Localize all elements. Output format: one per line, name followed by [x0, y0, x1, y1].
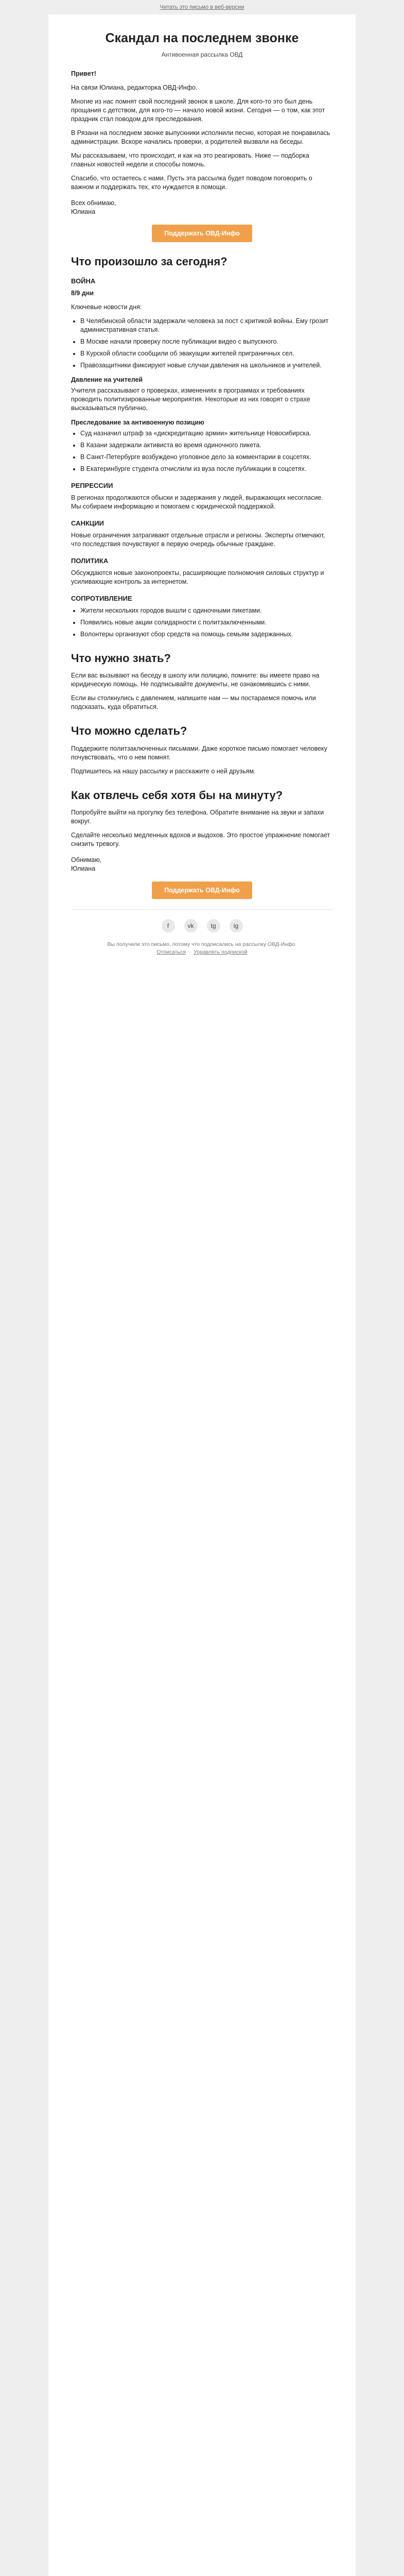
sanctions-heading: САНКЦИИ	[71, 519, 104, 527]
email-subtitle: Антивоенная рассылка ОВД	[161, 51, 243, 58]
list-item: • В Челябинской области задержали человека за пост с критикой войны. Ему грозит административная статья.	[80, 317, 333, 334]
donate-button[interactable]: Поддержать ОВД-Инфо	[152, 225, 252, 242]
subheading: Преследование за антивоенную позицию	[71, 418, 204, 426]
social-links	[71, 919, 333, 933]
list-item: • Суд назначил штраф за «дискредитацию армии» жительнице Новосибирска.	[80, 429, 333, 438]
signature: Всех обнимаю, Юлиана	[71, 199, 116, 215]
subheading: Давление на учителей	[71, 376, 143, 383]
paragraph: Новые ограничения затрагивают отдельные отрасли и регионы. Эксперты отмечают, что последствия почувствуют в первую очередь обычные граждане.	[71, 531, 325, 548]
paragraph: Сделайте несколько медленных вдохов и выдохов. Это простое упражнение помогает снизить тревогу.	[71, 832, 330, 848]
paragraph: Если вы столкнулись с давлением, напишите нам — мы постараемся помочь или подсказать, куда обратиться.	[71, 694, 316, 710]
closing-signature: Обнимаю, Юлиана	[71, 856, 102, 872]
section-heading: Что нужно знать?	[71, 651, 171, 665]
paragraph: Спасибо, что остаетесь с нами. Пусть эта рассылка будет поводом поговорить о важном и поддержать тех, кто нуждается в помощи.	[71, 175, 312, 191]
repressions-heading: РЕПРЕССИИ	[71, 481, 113, 489]
section-heading: Что можно сделать?	[71, 724, 187, 737]
list-item: • В Курской области сообщили об эвакуации жителей приграничных сел.	[80, 349, 333, 358]
cta-wrap	[71, 225, 333, 242]
paragraph: В регионах продолжаются обыски и задержания у людей, выражающих несогласие. Мы собираем информацию и помогаем с юридической поддержкой.	[71, 494, 323, 510]
list-item: • В Екатеринбурге студента отчислили из вуза после публикации в соцсетях.	[80, 465, 333, 473]
paragraph: Обсуждаются новые законопроекты, расширяющие полномочия силовых структур и усиливающие контроль за интернетом.	[71, 569, 324, 585]
vk-icon[interactable]: vk	[184, 919, 198, 933]
divider	[71, 909, 333, 910]
list-item: • Правозащитники фиксируют новые случаи давления на школьников и учителей.	[80, 361, 333, 370]
paragraph: Если вас вызывают на беседу в школу или полицию, помните: вы имеете право на юридическую помощь. Не подписывайте документы, не ознакомившись с ними.	[71, 672, 320, 688]
section-heading: Что произошло за сегодня?	[71, 255, 227, 268]
web-version-link[interactable]: Читать это письмо в веб-версии	[160, 4, 244, 10]
politics-heading: ПОЛИТИКА	[71, 556, 109, 565]
email-title: Скандал на последнем звонке	[105, 31, 299, 45]
paragraph: Мы рассказываем, что происходит, и как на это реагировать. Ниже — подборка главных новостей недели и способы помочь.	[71, 152, 309, 168]
opposition-list	[71, 606, 333, 639]
list-item: • В Москве начали проверку после публикации видео с выпускного.	[80, 337, 333, 346]
war-date: 8/9 дни	[71, 289, 94, 297]
paragraph: В Рязани на последнем звонке выпускники исполнили песню, которая не понравилась администрации. Вскоре начались проверки, а родителей вызвали на беседы.	[71, 129, 330, 145]
facebook-icon[interactable]: f	[162, 919, 175, 933]
list-item: • Жители нескольких городов вышли с одиночными пикетами.	[80, 606, 333, 615]
war-list-2	[71, 429, 333, 473]
cta-wrap-2	[71, 882, 333, 899]
war-heading: ВОЙНА	[71, 277, 96, 285]
intro: На связи Юлиана, редакторка ОВД-Инфо.	[71, 84, 198, 91]
opposition-heading: СОПРОТИВЛЕНИЕ	[71, 594, 132, 602]
war-list	[71, 317, 333, 370]
paragraph: Учителя рассказывают о проверках, изменениях в программах и требованиях проводить политизированные мероприятия. Некоторые из них говорят о страхе высказываться публично.	[71, 386, 310, 412]
unsubscribe-link[interactable]: Отписаться	[156, 948, 186, 955]
list-item: • Появились новые акции солидарности с политзаключенными.	[80, 618, 333, 627]
paragraph: Попробуйте выйти на прогулку без телефона. Обратите внимание на звуки и запахи вокруг.	[71, 809, 324, 825]
instagram-icon[interactable]: ig	[230, 919, 243, 933]
donate-button-2[interactable]: Поддержать ОВД-Инфо	[152, 882, 252, 899]
greeting: Привет!	[71, 70, 96, 77]
footer: Вы получили это письмо, потому что подписались на рассылку ОВД-Инфо. Отписаться · Управлять подпиской	[71, 937, 333, 962]
paragraph: Многие из нас помнят свой последний звонок в школе. Для кого-то это был день прощания с детством, для кого-то — начало новой жизни. Сегодня — о том, как этот праздник стал поводом для преследования.	[71, 98, 325, 123]
list-item: • В Санкт-Петербурге возбуждено уголовное дело за комментарии в соцсетях.	[80, 453, 333, 462]
war-lead: Ключевые новости дня:	[71, 303, 142, 311]
paragraph: Подпишитесь на нашу рассылку и расскажите о ней друзьям.	[71, 767, 256, 775]
list-item: • В Казани задержали активиста во время одиночного пикета.	[80, 441, 333, 450]
topbar	[0, 0, 404, 14]
email-body	[48, 14, 356, 2576]
list-item: • Волонтеры организуют сбор средств на помощь семьям задержанных.	[80, 630, 333, 639]
telegram-icon[interactable]: tg	[207, 919, 220, 933]
paragraph: Поддержите политзаключенных письмами. Даже короткое письмо помогает человеку почувствовать, что о нем помнят.	[71, 744, 327, 761]
manage-subscription-link[interactable]: Управлять подпиской	[194, 948, 248, 955]
footer-text: Вы получили это письмо, потому что подписались на рассылку ОВД-Инфо.	[107, 941, 297, 947]
section-heading: Как отвлечь себя хотя бы на минуту?	[71, 788, 283, 802]
